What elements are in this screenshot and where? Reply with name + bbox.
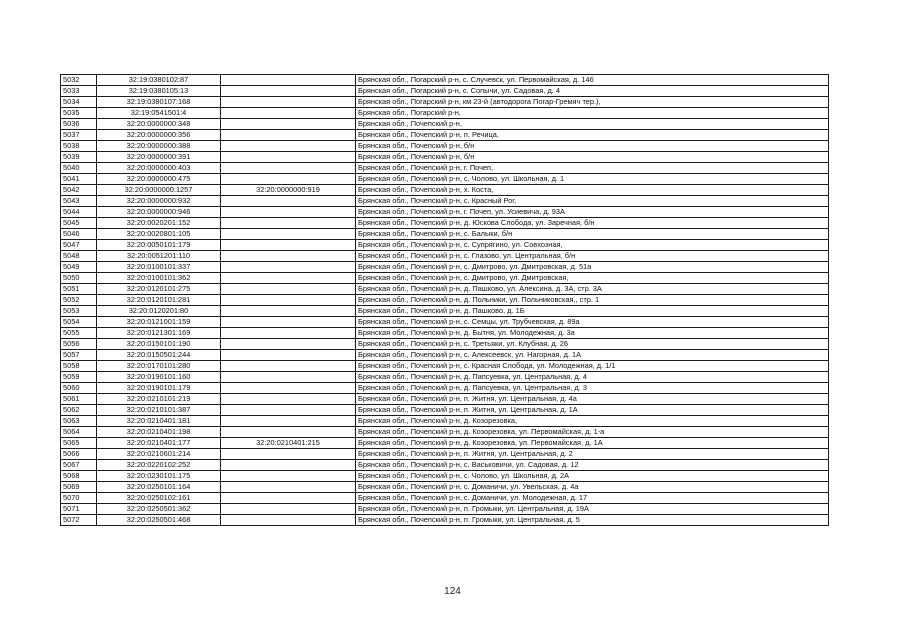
row-number-cell: 5060	[61, 383, 97, 394]
previous-cadastral-number-cell	[221, 427, 356, 438]
cadastral-number-cell: 32:20:0020201:152	[97, 218, 221, 229]
address-cell: Брянская обл., Почепский р-н, п. Житня, ул. Центральная, д. 1А	[356, 405, 829, 416]
row-number-cell: 5039	[61, 152, 97, 163]
row-number-cell: 5062	[61, 405, 97, 416]
row-number-cell: 5055	[61, 328, 97, 339]
address-cell: Брянская обл., Почепский р-н, с. Васьковичи, ул. Садовая, д. 12	[356, 460, 829, 471]
cadastral-number-cell: 32:20:0000000:475	[97, 174, 221, 185]
row-number-cell: 5033	[61, 86, 97, 97]
cadastral-number-cell: 32:20:0000000:388	[97, 141, 221, 152]
address-cell: Брянская обл., Почепский р-н, с. Доманичи, ул. Увельская, д. 4а	[356, 482, 829, 493]
previous-cadastral-number-cell	[221, 328, 356, 339]
address-cell: Брянская обл., Почепский р-н, с. Алексеевск, ул. Нагорная, д. 1А	[356, 350, 829, 361]
table-row	[61, 372, 829, 383]
table-row	[61, 427, 829, 438]
cadastral-number-cell: 32:20:0190101:160	[97, 372, 221, 383]
row-number-cell: 5038	[61, 141, 97, 152]
row-number-cell: 5032	[61, 75, 97, 86]
cadastral-number-cell: 32:20:0121301:169	[97, 328, 221, 339]
table-row	[61, 141, 829, 152]
address-cell: Брянская обл., Почепский р-н, с. Балыки, б/н	[356, 229, 829, 240]
cadastral-number-cell: 32:20:0000000:391	[97, 152, 221, 163]
previous-cadastral-number-cell	[221, 405, 356, 416]
previous-cadastral-number-cell	[221, 86, 356, 97]
table-row	[61, 152, 829, 163]
table-row	[61, 482, 829, 493]
table-row	[61, 207, 829, 218]
cadastral-number-cell: 32:20:0250102:161	[97, 493, 221, 504]
cadastral-number-cell: 32:20:0220102:252	[97, 460, 221, 471]
table-row	[61, 438, 829, 449]
table-row	[61, 471, 829, 482]
row-number-cell: 5053	[61, 306, 97, 317]
address-cell: Брянская обл., Почепский р-н, б/н	[356, 152, 829, 163]
previous-cadastral-number-cell	[221, 141, 356, 152]
address-cell: Брянская обл., Почепский р-н, п. Житня, ул. Центральная, д. 4а	[356, 394, 829, 405]
table-row	[61, 97, 829, 108]
previous-cadastral-number-cell	[221, 471, 356, 482]
row-number-cell: 5064	[61, 427, 97, 438]
cadastral-number-cell: 32:20:0210101:219	[97, 394, 221, 405]
row-number-cell: 5035	[61, 108, 97, 119]
previous-cadastral-number-cell	[221, 361, 356, 372]
previous-cadastral-number-cell	[221, 218, 356, 229]
row-number-cell: 5047	[61, 240, 97, 251]
cadastral-number-cell: 32:20:0210401:177	[97, 438, 221, 449]
table-row	[61, 449, 829, 460]
address-cell: Брянская обл., Почепский р-н, д. Козорезовка, ул. Первомайская, д. 1-а	[356, 427, 829, 438]
previous-cadastral-number-cell	[221, 449, 356, 460]
previous-cadastral-number-cell	[221, 317, 356, 328]
address-cell: Брянская обл., Погарский р-н, с. Случевск, ул. Первомайская, д. 146	[356, 75, 829, 86]
table-row	[61, 185, 829, 196]
cadastral-number-cell: 32:20:0000000:356	[97, 130, 221, 141]
row-number-cell: 5058	[61, 361, 97, 372]
table-row	[61, 306, 829, 317]
address-cell: Брянская обл., Почепский р-н, с. Дмитрово, ул. Дмитровская,	[356, 273, 829, 284]
previous-cadastral-number-cell: 32:20:0210401:215	[221, 438, 356, 449]
table-row	[61, 262, 829, 273]
cadastral-number-cell: 32:20:0100101:362	[97, 273, 221, 284]
table-row	[61, 251, 829, 262]
previous-cadastral-number-cell	[221, 416, 356, 427]
cadastral-number-cell: 32:19:0380107:168	[97, 97, 221, 108]
address-cell: Брянская обл., Погарский р-н, с. Сопычи, ул. Садовая, д. 4	[356, 86, 829, 97]
previous-cadastral-number-cell	[221, 515, 356, 526]
cadastral-number-cell: 32:20:0000000:946	[97, 207, 221, 218]
page-number: 124	[444, 586, 461, 597]
previous-cadastral-number-cell: 32:20:0000000:919	[221, 185, 356, 196]
table-row	[61, 515, 829, 526]
row-number-cell: 5066	[61, 449, 97, 460]
table-row	[61, 229, 829, 240]
previous-cadastral-number-cell	[221, 504, 356, 515]
table-row	[61, 361, 829, 372]
table-row	[61, 218, 829, 229]
row-number-cell: 5057	[61, 350, 97, 361]
address-cell: Брянская обл., Почепский р-н, д. Пашково, д. 1Б	[356, 306, 829, 317]
table-row	[61, 493, 829, 504]
address-cell: Брянская обл., Почепский р-н, п. Громыки, ул. Центральная, д. 5	[356, 515, 829, 526]
row-number-cell: 5042	[61, 185, 97, 196]
row-number-cell: 5051	[61, 284, 97, 295]
cadastral-number-cell: 32:20:0210401:198	[97, 427, 221, 438]
row-number-cell: 5045	[61, 218, 97, 229]
table-row	[61, 174, 829, 185]
row-number-cell: 5056	[61, 339, 97, 350]
table-row	[61, 119, 829, 130]
address-cell: Брянская обл., Почепский р-н, г. Почеп,	[356, 163, 829, 174]
address-cell: Брянская обл., Почепский р-н, с. Красный Рог,	[356, 196, 829, 207]
previous-cadastral-number-cell	[221, 152, 356, 163]
address-cell: Брянская обл., Почепский р-н, с. Семцы, ул. Трубчевская, д. 89а	[356, 317, 829, 328]
row-number-cell: 5040	[61, 163, 97, 174]
table-row	[61, 295, 829, 306]
previous-cadastral-number-cell	[221, 174, 356, 185]
address-cell: Брянская обл., Почепский р-н, с. Чолово, ул. Школьная, д. 1	[356, 174, 829, 185]
previous-cadastral-number-cell	[221, 295, 356, 306]
row-number-cell: 5034	[61, 97, 97, 108]
previous-cadastral-number-cell	[221, 482, 356, 493]
address-cell: Брянская обл., Погарский р-н, км 23-й (автодорога Погар-Гремяч тер.),	[356, 97, 829, 108]
cadastral-number-cell: 32:20:0150501:244	[97, 350, 221, 361]
row-number-cell: 5067	[61, 460, 97, 471]
cadastral-number-cell: 32:19:0541501:4	[97, 108, 221, 119]
previous-cadastral-number-cell	[221, 196, 356, 207]
table-row	[61, 108, 829, 119]
previous-cadastral-number-cell	[221, 394, 356, 405]
cadastral-number-cell: 32:20:0230101:175	[97, 471, 221, 482]
previous-cadastral-number-cell	[221, 306, 356, 317]
cadastral-number-cell: 32:20:0170101:280	[97, 361, 221, 372]
address-cell: Брянская обл., Почепский р-н, д. Юскова Слобода, ул. Заречная, б/н	[356, 218, 829, 229]
cadastral-number-cell: 32:20:0210101:387	[97, 405, 221, 416]
address-cell: Брянская обл., Погарский р-н,	[356, 108, 829, 119]
row-number-cell: 5048	[61, 251, 97, 262]
address-cell: Брянская обл., Почепский р-н, с. Глазово, ул. Центральная, б/н	[356, 251, 829, 262]
address-cell: Брянская обл., Почепский р-н, д. Бытня, ул. Молодежная, д. 3а	[356, 328, 829, 339]
table-row	[61, 350, 829, 361]
previous-cadastral-number-cell	[221, 75, 356, 86]
cadastral-number-cell: 32:20:0020801:105	[97, 229, 221, 240]
cadastral-number-cell: 32:20:0000000:403	[97, 163, 221, 174]
table-row	[61, 416, 829, 427]
table-row	[61, 383, 829, 394]
previous-cadastral-number-cell	[221, 262, 356, 273]
address-cell: Брянская обл., Почепский р-н, д. Папсуевка, ул. Центральная, д. 4	[356, 372, 829, 383]
cadastral-number-cell: 32:20:0000000:932	[97, 196, 221, 207]
cadastral-number-cell: 32:20:0050101:179	[97, 240, 221, 251]
address-cell: Брянская обл., Почепский р-н, п. Житня, ул. Центральная, д. 2	[356, 449, 829, 460]
address-cell: Брянская обл., Почепский р-н, с. Третьяки, ул. Клубная, д. 26	[356, 339, 829, 350]
row-number-cell: 5059	[61, 372, 97, 383]
previous-cadastral-number-cell	[221, 108, 356, 119]
row-number-cell: 5072	[61, 515, 97, 526]
row-number-cell: 5069	[61, 482, 97, 493]
cadastral-number-cell: 32:20:0120201:80	[97, 306, 221, 317]
address-cell: Брянская обл., Почепский р-н, с. Супрягино, ул. Совхозная,	[356, 240, 829, 251]
cadastral-number-cell: 32:20:0190101:179	[97, 383, 221, 394]
cadastral-number-cell: 32:20:0210401:181	[97, 416, 221, 427]
previous-cadastral-number-cell	[221, 97, 356, 108]
cadastral-number-cell: 32:20:0250501:362	[97, 504, 221, 515]
cadastral-number-cell: 32:20:0100101:337	[97, 262, 221, 273]
address-cell: Брянская обл., Почепский р-н, с. Красная Слобода, ул. Молодежная, д. 1/1	[356, 361, 829, 372]
row-number-cell: 5071	[61, 504, 97, 515]
table-row	[61, 405, 829, 416]
table-row	[61, 196, 829, 207]
address-cell: Брянская обл., Почепский р-н, д. Польники, ул. Польниковская,, стр. 1	[356, 295, 829, 306]
table-row	[61, 328, 829, 339]
row-number-cell: 5070	[61, 493, 97, 504]
previous-cadastral-number-cell	[221, 240, 356, 251]
previous-cadastral-number-cell	[221, 130, 356, 141]
row-number-cell: 5043	[61, 196, 97, 207]
row-number-cell: 5050	[61, 273, 97, 284]
address-cell: Брянская обл., Почепский р-н, г. Почеп, ул. Усиевича, д. 93А	[356, 207, 829, 218]
address-cell: Брянская обл., Почепский р-н, с. Дмитрово, ул. Дмитровская, д. 51а	[356, 262, 829, 273]
address-cell: Брянская обл., Почепский р-н, п. Речица,	[356, 130, 829, 141]
row-number-cell: 5049	[61, 262, 97, 273]
table-row	[61, 284, 829, 295]
cadastral-number-cell: 32:20:0000000:1257	[97, 185, 221, 196]
row-number-cell: 5063	[61, 416, 97, 427]
cadastral-number-cell: 32:20:0150101:190	[97, 339, 221, 350]
cadastral-number-cell: 32:20:0051201:110	[97, 251, 221, 262]
previous-cadastral-number-cell	[221, 163, 356, 174]
cadastral-number-cell: 32:20:0120101:275	[97, 284, 221, 295]
previous-cadastral-number-cell	[221, 229, 356, 240]
row-number-cell: 5061	[61, 394, 97, 405]
row-number-cell: 5041	[61, 174, 97, 185]
row-number-cell: 5054	[61, 317, 97, 328]
registry-table	[60, 74, 829, 526]
cadastral-number-cell: 32:20:0121001:159	[97, 317, 221, 328]
row-number-cell: 5052	[61, 295, 97, 306]
previous-cadastral-number-cell	[221, 284, 356, 295]
previous-cadastral-number-cell	[221, 339, 356, 350]
address-cell: Брянская обл., Почепский р-н, д. Папсуевка, ул. Центральная, д. 3	[356, 383, 829, 394]
previous-cadastral-number-cell	[221, 119, 356, 130]
registry-table-body	[61, 75, 829, 526]
cadastral-number-cell: 32:20:0210601:214	[97, 449, 221, 460]
table-row	[61, 504, 829, 515]
previous-cadastral-number-cell	[221, 273, 356, 284]
previous-cadastral-number-cell	[221, 460, 356, 471]
address-cell: Брянская обл., Почепский р-н, д. Козорезовка,	[356, 416, 829, 427]
cadastral-number-cell: 32:19:0380105:13	[97, 86, 221, 97]
table-row	[61, 163, 829, 174]
table-row	[61, 75, 829, 86]
cadastral-number-cell: 32:20:0250501:468	[97, 515, 221, 526]
address-cell: Брянская обл., Почепский р-н,	[356, 119, 829, 130]
table-row	[61, 394, 829, 405]
previous-cadastral-number-cell	[221, 251, 356, 262]
cadastral-number-cell: 32:20:0250101:164	[97, 482, 221, 493]
address-cell: Брянская обл., Почепский р-н, д. Пашково, ул. Алексина, д. 3А, стр. 3А	[356, 284, 829, 295]
address-cell: Брянская обл., Почепский р-н, б/н	[356, 141, 829, 152]
table-row	[61, 273, 829, 284]
cadastral-number-cell: 32:19:0380102:87	[97, 75, 221, 86]
cadastral-number-cell: 32:20:0000000:348	[97, 119, 221, 130]
row-number-cell: 5044	[61, 207, 97, 218]
row-number-cell: 5037	[61, 130, 97, 141]
row-number-cell: 5065	[61, 438, 97, 449]
row-number-cell: 5068	[61, 471, 97, 482]
previous-cadastral-number-cell	[221, 207, 356, 218]
address-cell: Брянская обл., Почепский р-н, х. Коста,	[356, 185, 829, 196]
address-cell: Брянская обл., Почепский р-н, с. Доманичи, ул. Молодежная, д. 17	[356, 493, 829, 504]
address-cell: Брянская обл., Почепский р-н, с. Чолово, ул. Школьная, д. 2А	[356, 471, 829, 482]
cadastral-number-cell: 32:20:0120101:281	[97, 295, 221, 306]
previous-cadastral-number-cell	[221, 383, 356, 394]
row-number-cell: 5046	[61, 229, 97, 240]
table-row	[61, 460, 829, 471]
previous-cadastral-number-cell	[221, 372, 356, 383]
address-cell: Брянская обл., Почепский р-н, п. Громыки, ул. Центральная, д. 19А	[356, 504, 829, 515]
row-number-cell: 5036	[61, 119, 97, 130]
table-row	[61, 86, 829, 97]
table-row	[61, 317, 829, 328]
previous-cadastral-number-cell	[221, 350, 356, 361]
previous-cadastral-number-cell	[221, 493, 356, 504]
address-cell: Брянская обл., Почепский р-н, д. Козорезовка, ул. Первомайская, д. 1А	[356, 438, 829, 449]
table-row	[61, 240, 829, 251]
table-row	[61, 339, 829, 350]
table-row	[61, 130, 829, 141]
